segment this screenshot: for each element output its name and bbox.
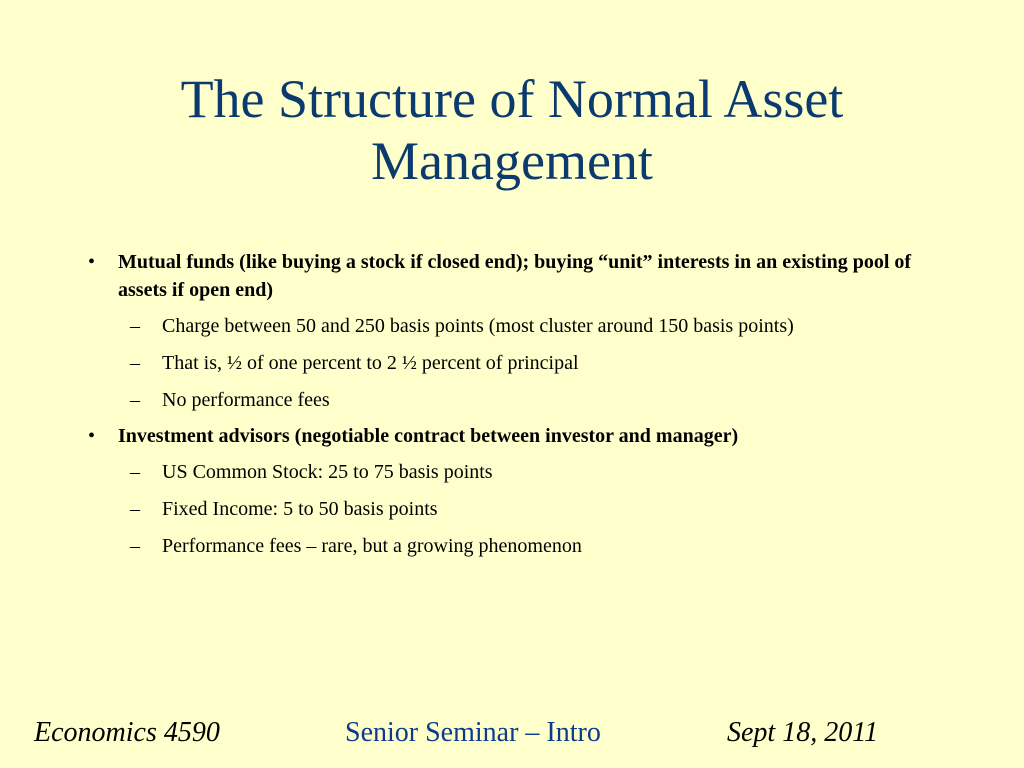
subitem-no-performance-fees	[0, 385, 1024, 415]
slide-body	[0, 248, 1024, 561]
subitem-fixed-income	[0, 494, 1024, 524]
sub-text: Charge between 50 and 250 basis points (most cluster around 150 basis points)	[162, 315, 794, 337]
sub-marker: –	[130, 389, 140, 411]
subitem-percent	[0, 348, 1024, 378]
subitem-us-common-stock	[0, 457, 1024, 487]
sub-marker: –	[130, 535, 140, 557]
footer-date: Sept 18, 2011	[727, 717, 879, 748]
bullet-mutual-funds	[0, 248, 1024, 304]
sub-text: No performance fees	[162, 389, 330, 411]
sub-text: Fixed Income: 5 to 50 basis points	[162, 498, 438, 520]
subitem-charge-range	[0, 311, 1024, 341]
sub-text: US Common Stock: 25 to 75 basis points	[162, 461, 493, 483]
bullet-investment-advisors	[0, 422, 1024, 450]
slide-title: The Structure of Normal Asset Management	[180, 69, 844, 191]
bullet-marker: •	[88, 425, 96, 447]
sub-marker: –	[130, 461, 140, 483]
sub-text: That is, ½ of one percent to 2 ½ percent of principal	[162, 352, 579, 374]
sub-marker: –	[130, 315, 140, 337]
sub-text: Performance fees – rare, but a growing phenomenon	[162, 535, 582, 557]
sub-marker: –	[130, 498, 140, 520]
slide-footer	[0, 713, 1024, 753]
subitem-performance-fees	[0, 531, 1024, 561]
sub-marker: –	[130, 352, 140, 374]
bullet-text: Investment advisors (negotiable contract between investor and manager)	[118, 425, 739, 447]
bullet-text: Mutual funds (like buying a stock if closed end); buying “unit” interests in an existing pool of assets if open end)	[118, 251, 912, 301]
footer-course: Economics 4590	[34, 717, 220, 748]
bullet-marker: •	[88, 251, 96, 273]
footer-seminar: Senior Seminar – Intro	[345, 717, 601, 748]
